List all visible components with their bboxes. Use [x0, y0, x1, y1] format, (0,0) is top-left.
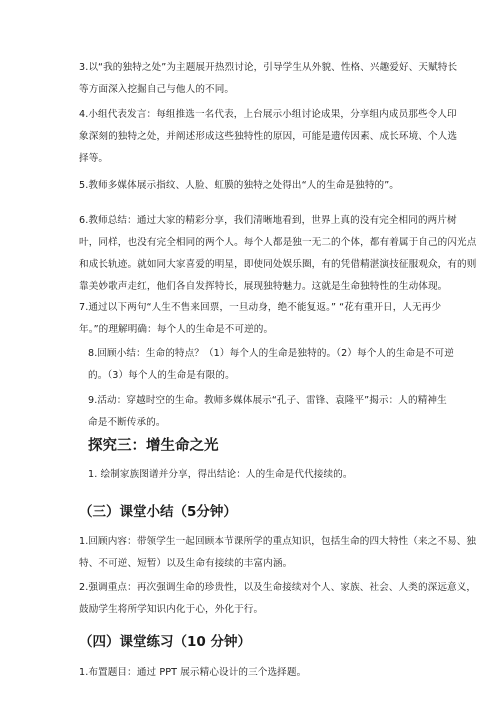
paragraph-line: 8.回顾小结：生命的特点？（1）每个人的生命是独特的。（2）每个人的生命是不可逆: [88, 348, 454, 359]
paragraph-line: 靠美妙歌声走红，他们各自发挥特长，展现独特魅力。这就是生命独特性的生动体现。: [79, 281, 448, 292]
paragraph-4: [79, 104, 457, 170]
paragraph-line: 2.强调重点：再次强调生命的珍贵性，以及生命接续对个人、家族、社会、人类的深远意义，: [79, 582, 477, 593]
paragraph-line: 1.回顾内容：带领学生一起回顾本节课所学的重点知识，包括生命的四大特性（来之不易、独: [79, 536, 477, 547]
paragraph-line: 特、不可逆、短暂）以及生命有接续的丰富内涵。: [79, 558, 293, 569]
paragraph-line: 3.以“我的独特之处”为主题展开热烈讨论，引导学生从外貌、性格、兴趣爱好、天赋特长: [79, 62, 458, 73]
explore-3-item-1: [88, 464, 353, 486]
paragraph-line: 象深刻的独特之处，并阐述形成这些独特性的原因，可能是遗传因素、成长环境、个人选: [79, 131, 458, 142]
summary-item-2: [79, 577, 476, 621]
paragraph-line: 1. 绘制家族图谱并分享，得出结论：人的生命是代代接续的。: [88, 469, 353, 480]
paragraph-line: 7.通过以下两句“人生不售来回票，一旦动身，绝不能复返。” “花有重开日，人无再少: [79, 302, 442, 313]
paragraph-line: 5.教师多媒体展示指纹、人脸、虹膜的独特之处得出“人的生命是独特的”。: [79, 180, 399, 191]
paragraph-line: 1.布置题目：通过 PPT 展示精心设计的三个选择题。: [79, 667, 307, 678]
paragraph-line: 鼓励学生将所学知识内化于心，外化于行。: [79, 604, 264, 615]
paragraph-8: [88, 343, 454, 387]
paragraph-7: [79, 297, 441, 341]
paragraph-line: 命是不断传承的。: [88, 417, 166, 428]
paragraph-5: [79, 175, 399, 197]
paragraph-line: 年。”的理解明确：每个人的生命是不可逆的。: [79, 324, 274, 335]
paragraph-line: 6.教师总结：通过大家的精彩分享，我们清晰地看到，世界上真的没有完全相同的两片树: [79, 215, 457, 226]
paragraph-line: 等方面深入挖掘自己与他人的不同。: [79, 84, 235, 95]
paragraph-line: 择等。: [79, 153, 109, 164]
section-heading-explore-3: 探究三：增生命之光: [88, 438, 219, 454]
section-heading-practice: （四）课堂练习（10 分钟）: [79, 634, 251, 650]
paragraph-line: 4.小组代表发言：每组推选一名代表，上台展示小组讨论成果，分享组内成员那些令人印: [79, 109, 457, 120]
summary-item-1: [79, 531, 476, 575]
paragraph-line: 9.活动：穿越时空的生命。教师多媒体展示“孔子、雷锋、袁隆平”揭示：人的精神生: [88, 395, 447, 406]
paragraph-line: 和成长轨迹。就如同大家喜爱的明星，即使同处娱乐圈，有的凭借精湛演技征服观众，有的则: [79, 259, 477, 270]
paragraph-3: [79, 57, 457, 101]
paragraph-line: 的。（3）每个人的生命是有限的。: [88, 370, 235, 381]
paragraph-line: 叶，同样，也没有完全相同的两个人。每个人都是独一无二的个体，都有着属于自己的闪光点: [79, 237, 477, 248]
section-heading-summary: （三）课堂小结（5分钟）: [79, 504, 237, 520]
paragraph-6: [79, 210, 476, 298]
paragraph-9: [88, 390, 447, 434]
practice-item-1: [79, 662, 306, 684]
